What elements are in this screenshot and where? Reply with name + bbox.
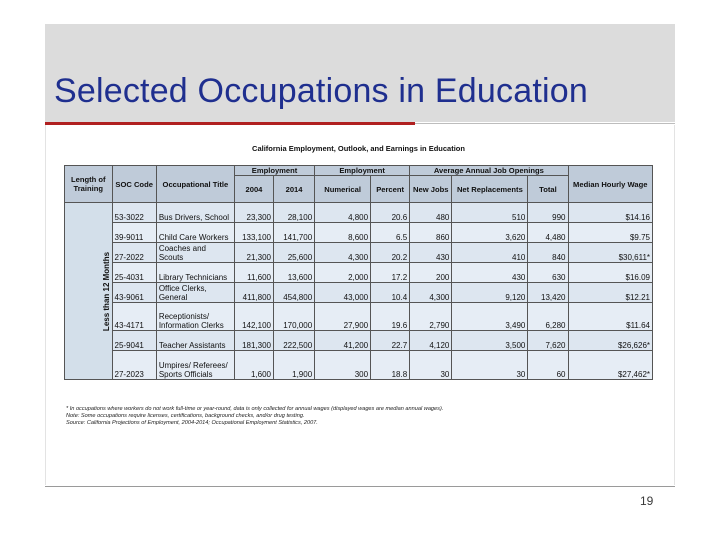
cell-soc-code: 43-4171 [112, 303, 156, 331]
cell-change-numerical: 43,000 [315, 283, 371, 303]
cell-employment-2004: 23,300 [234, 203, 273, 223]
header-job-openings: Average Annual Job Openings [410, 166, 568, 176]
cell-median-wage: $12.21 [568, 283, 653, 303]
cell-soc-code: 53-3022 [112, 203, 156, 223]
cell-new-jobs: 430 [410, 243, 452, 263]
training-length-group [65, 203, 113, 380]
cell-employment-2014: 13,600 [273, 263, 314, 283]
accent-rule [45, 122, 415, 125]
note-licenses: Note: Some occupations require licenses, certifications, background checks, and/or drug testing. [66, 413, 305, 419]
header-percent: Percent [371, 176, 410, 203]
cell-new-jobs: 860 [410, 223, 452, 243]
cell-change-numerical: 41,200 [315, 331, 371, 351]
header-employment-change: Employment [315, 166, 410, 176]
cell-employment-2004: 1,600 [234, 351, 273, 380]
cell-median-wage: $27,462* [568, 351, 653, 380]
cell-net-replacements: 410 [452, 243, 528, 263]
table-row [65, 331, 653, 351]
cell-change-numerical: 4,300 [315, 243, 371, 263]
cell-median-wage: $11.64 [568, 303, 653, 331]
slide-number: 19 [640, 494, 654, 508]
cell-net-replacements: 9,120 [452, 283, 528, 303]
cell-median-wage: $30,611* [568, 243, 653, 263]
cell-occupation: Umpires/ Referees/ Sports Officials [156, 351, 234, 380]
cell-total-openings: 630 [528, 263, 568, 283]
cell-new-jobs: 2,790 [410, 303, 452, 331]
footer-rule [45, 486, 675, 487]
slide-title: Selected Occupations in Education [54, 72, 588, 110]
cell-median-wage: $16.09 [568, 263, 653, 283]
cell-employment-2004: 133,100 [234, 223, 273, 243]
note-wages: * In occupations where workers do not work full-time or year-round, data is only collected for annual wages (displayed wages are median annual wages). [66, 406, 444, 412]
cell-new-jobs: 30 [410, 351, 452, 380]
cell-net-replacements: 3,500 [452, 331, 528, 351]
cell-median-wage: $26,626* [568, 331, 653, 351]
cell-soc-code: 39-9011 [112, 223, 156, 243]
cell-net-replacements: 430 [452, 263, 528, 283]
cell-occupation: Coaches and Scouts [156, 243, 234, 263]
cell-soc-code: 27-2023 [112, 351, 156, 380]
cell-change-percent: 6.5 [371, 223, 410, 243]
cell-change-numerical: 8,600 [315, 223, 371, 243]
cell-net-replacements: 3,490 [452, 303, 528, 331]
cell-change-percent: 20.6 [371, 203, 410, 223]
header-numerical: Numerical [315, 176, 371, 203]
header-total: Total [528, 176, 568, 203]
cell-occupation: Receptionists/ Information Clerks [156, 303, 234, 331]
header-net-replacements: Net Replacements [452, 176, 528, 203]
table-row [65, 303, 653, 331]
cell-employment-2004: 21,300 [234, 243, 273, 263]
cell-net-replacements: 510 [452, 203, 528, 223]
table-title: California Employment, Outlook, and Earnings in Education [252, 144, 465, 153]
cell-occupation: Child Care Workers [156, 223, 234, 243]
cell-employment-2004: 181,300 [234, 331, 273, 351]
left-border [45, 125, 46, 485]
group-header-row [65, 166, 653, 176]
header-length: Length of Training [65, 166, 113, 203]
table-row [65, 283, 653, 303]
occupations-table [64, 165, 653, 380]
cell-employment-2004: 142,100 [234, 303, 273, 331]
cell-change-numerical: 2,000 [315, 263, 371, 283]
table-row [65, 263, 653, 283]
cell-occupation: Bus Drivers, School [156, 203, 234, 223]
cell-soc-code: 43-9061 [112, 283, 156, 303]
cell-employment-2014: 25,600 [273, 243, 314, 263]
header-employment: Employment [234, 166, 314, 176]
right-border [674, 125, 675, 485]
cell-change-percent: 10.4 [371, 283, 410, 303]
table-body [65, 203, 653, 380]
cell-employment-2014: 1,900 [273, 351, 314, 380]
header-2004: 2004 [234, 176, 273, 203]
table-row [65, 223, 653, 243]
cell-median-wage: $9.75 [568, 223, 653, 243]
cell-total-openings: 7,620 [528, 331, 568, 351]
cell-employment-2014: 222,500 [273, 331, 314, 351]
cell-total-openings: 990 [528, 203, 568, 223]
cell-total-openings: 840 [528, 243, 568, 263]
cell-soc-code: 25-4031 [112, 263, 156, 283]
cell-employment-2014: 141,700 [273, 223, 314, 243]
cell-change-numerical: 4,800 [315, 203, 371, 223]
cell-total-openings: 6,280 [528, 303, 568, 331]
cell-occupation: Teacher Assistants [156, 331, 234, 351]
header-soc: SOC Code [112, 166, 156, 203]
cell-soc-code: 25-9041 [112, 331, 156, 351]
cell-total-openings: 13,420 [528, 283, 568, 303]
table-row [65, 243, 653, 263]
cell-employment-2014: 28,100 [273, 203, 314, 223]
cell-employment-2014: 170,000 [273, 303, 314, 331]
cell-change-percent: 18.8 [371, 351, 410, 380]
table-notes [66, 406, 653, 427]
training-length-label: Less than 12 Months [102, 251, 112, 331]
cell-employment-2004: 11,600 [234, 263, 273, 283]
cell-employment-2014: 454,800 [273, 283, 314, 303]
cell-occupation: Library Technicians [156, 263, 234, 283]
cell-total-openings: 60 [528, 351, 568, 380]
cell-new-jobs: 200 [410, 263, 452, 283]
cell-change-numerical: 300 [315, 351, 371, 380]
cell-soc-code: 27-2022 [112, 243, 156, 263]
cell-total-openings: 4,480 [528, 223, 568, 243]
header-occupation: Occupational Title [156, 166, 234, 203]
cell-net-replacements: 3,620 [452, 223, 528, 243]
cell-change-percent: 17.2 [371, 263, 410, 283]
cell-change-percent: 22.7 [371, 331, 410, 351]
cell-change-percent: 19.6 [371, 303, 410, 331]
header-wage: Median Hourly Wage [568, 166, 653, 203]
cell-median-wage: $14.16 [568, 203, 653, 223]
cell-new-jobs: 4,120 [410, 331, 452, 351]
cell-change-percent: 20.2 [371, 243, 410, 263]
cell-new-jobs: 480 [410, 203, 452, 223]
cell-new-jobs: 4,300 [410, 283, 452, 303]
cell-net-replacements: 30 [452, 351, 528, 380]
header-divider [415, 123, 675, 124]
cell-occupation: Office Clerks, General [156, 283, 234, 303]
header-2014: 2014 [273, 176, 314, 203]
cell-change-numerical: 27,900 [315, 303, 371, 331]
cell-employment-2004: 411,800 [234, 283, 273, 303]
table-row [65, 351, 653, 380]
table-row [65, 203, 653, 223]
note-source: Source: California Projections of Employment, 2004-2014; Occupational Employment Statistics, 2007. [66, 420, 318, 426]
header-new-jobs: New Jobs [410, 176, 452, 203]
